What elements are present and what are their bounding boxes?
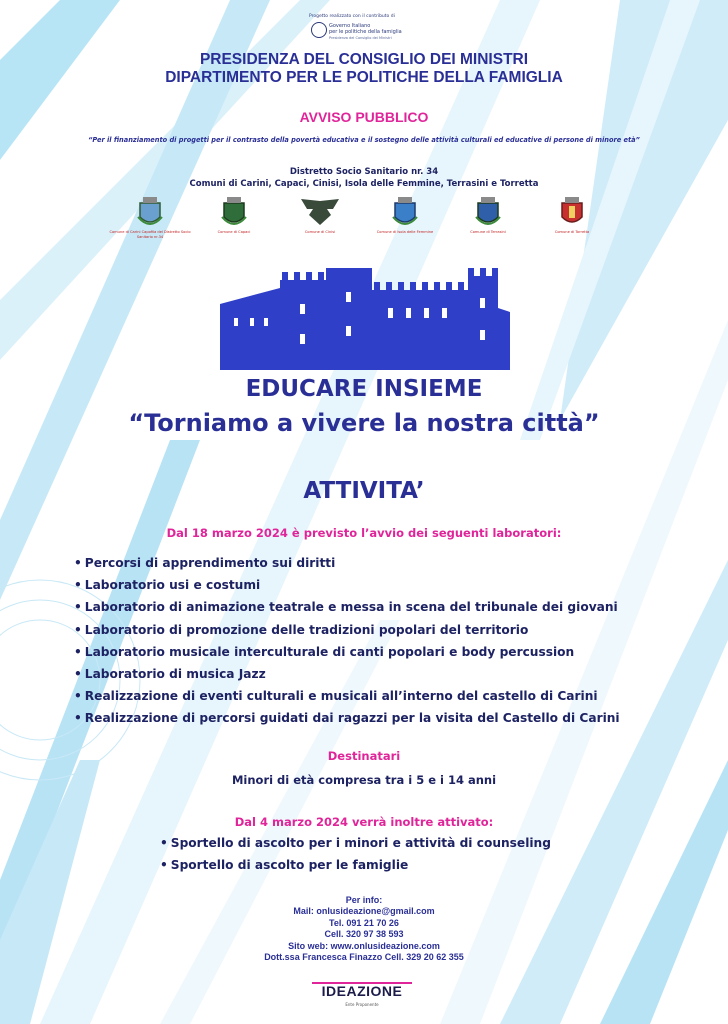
- carini-crest-icon: [137, 195, 163, 229]
- ideazione-logo: [310, 980, 414, 1014]
- gov-logo-line2: per le politiche della famiglia: [329, 29, 402, 35]
- logo-caption: Ente Proponente: [345, 1002, 379, 1007]
- list-item: • Laboratorio musicale interculturale di canti popolari e body percussion: [74, 641, 620, 663]
- info-label: Per info:: [345, 895, 383, 905]
- crest-caption: Comune di Carini Capofila del Distretto Socio Sanitario nr.34: [109, 230, 191, 239]
- gov-logo-line3: Presidenza del Consiglio dei Ministri: [329, 36, 392, 40]
- comuni-line: Comuni di Carini, Capaci, Cinisi, Isola delle Femmine, Terrasini e Torretta: [189, 179, 539, 189]
- info-dott: Dott.ssa Francesca Finazzo Cell. 329 20 62 355: [264, 952, 464, 963]
- crest-cinisi: [275, 195, 365, 253]
- crest-carini: [105, 195, 195, 253]
- project-title: EDUCARE INSIEME: [245, 376, 483, 402]
- list-item: • Sportello di ascolto per le famiglie: [160, 854, 551, 876]
- distretto-line: Distretto Socio Sanitario nr. 34: [289, 167, 439, 177]
- list-item: • Realizzazione di eventi culturali e musicali all’interno del castello di Carini: [74, 685, 620, 707]
- project-subtitle: “Torniamo a vivere la nostra città”: [128, 409, 600, 437]
- logo-wordmark: IDEAZIONE: [321, 983, 403, 999]
- info-web: Sito web: www.onlusideazione.com: [288, 940, 440, 951]
- sportello-intro: Dal 4 marzo 2024 verrà inoltre attivato:: [234, 815, 494, 829]
- republic-emblem-icon: [311, 22, 327, 38]
- dipartimento-line: DIPARTIMENTO PER LE POLITICHE DELLA FAMIGLIA: [165, 69, 563, 86]
- presidenza-line: PRESIDENZA DEL CONSIGLIO DEI MINISTRI: [199, 51, 529, 68]
- castle-icon: [220, 268, 510, 370]
- crest-caption: Comune di Isola delle Femmine: [376, 230, 434, 234]
- list-item: • Realizzazione di percorsi guidati dai ragazzi per la visita del Castello di Carini: [74, 707, 620, 729]
- cinisi-eagle-crest-icon: [299, 195, 341, 229]
- avviso-quote: “Per il finanziamento di progetti per il contrasto della povertà educativa e il sostegno delle attività culturali ed educative di persone di minore età”: [88, 136, 640, 144]
- torretta-crest-icon: [559, 195, 585, 229]
- info-mail: Mail: onlusideazione@gmail.com: [293, 906, 435, 917]
- destinatari-text: Minori di età compresa tra i 5 e i 14 anni: [231, 773, 497, 787]
- contact-info: [0, 895, 728, 963]
- capaci-crest-icon: [221, 195, 247, 229]
- info-tel: Tel. 091 21 70 26: [329, 917, 399, 928]
- crest-torretta: [527, 195, 617, 253]
- government-logo: [305, 14, 425, 46]
- sportello-list: [160, 832, 551, 876]
- attivita-heading: ATTIVITA’: [303, 478, 425, 504]
- list-item: • Laboratorio di promozione delle tradizioni popolari del territorio: [74, 619, 620, 641]
- crest-caption: Comune di Capaci: [217, 230, 251, 234]
- laboratori-list: [74, 552, 620, 730]
- gov-logo-caption: Progetto realizzato con il contributo di: [309, 14, 395, 19]
- gov-logo-line1: Governo Italiano: [329, 23, 371, 29]
- list-item: • Laboratorio usi e costumi: [74, 574, 620, 596]
- list-item: • Laboratorio di musica Jazz: [74, 663, 620, 685]
- isola-crest-icon: [392, 195, 418, 229]
- list-item: • Laboratorio di animazione teatrale e messa in scena del tribunale dei giovani: [74, 596, 620, 618]
- crest-capaci: [189, 195, 279, 253]
- ministry-heading: [0, 51, 728, 87]
- crest-isola: [360, 195, 450, 253]
- crest-terrasini: [443, 195, 533, 253]
- terrasini-crest-icon: [475, 195, 501, 229]
- avviso-title: AVVISO PUBBLICO: [299, 109, 429, 125]
- info-cell: Cell. 320 97 38 593: [324, 929, 404, 940]
- crest-caption: Comune di Torretta: [554, 230, 590, 234]
- destinatari-label: Destinatari: [327, 749, 401, 763]
- attivita-intro: Dal 18 marzo 2024 è previsto l’avvio dei seguenti laboratori:: [166, 526, 562, 540]
- crest-caption: Comune di Cinisi: [304, 230, 336, 234]
- crest-caption: Comune di Terrasini: [470, 230, 506, 234]
- list-item: • Percorsi di apprendimento sui diritti: [74, 552, 620, 574]
- list-item: • Sportello di ascolto per i minori e attività di counseling: [160, 832, 551, 854]
